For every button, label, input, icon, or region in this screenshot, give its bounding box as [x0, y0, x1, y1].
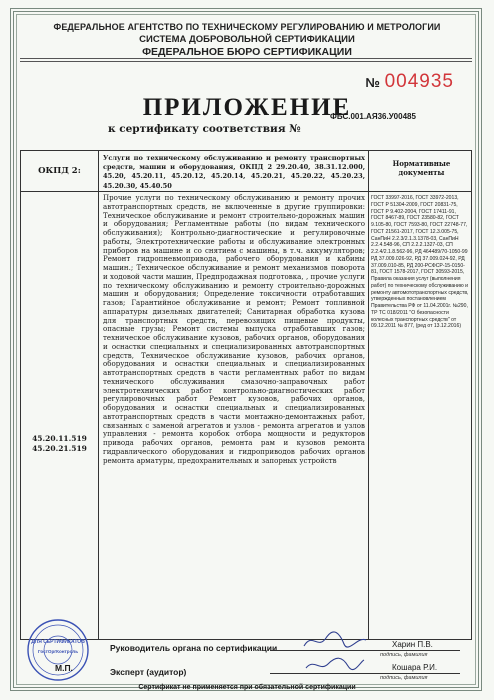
system-heading: СИСТЕМА ДОБРОВОЛЬНОЙ СЕРТИФИКАЦИИ [139, 34, 355, 45]
normative-documents: ГОСТ 33997-2016, ГОСТ 33972-2013, ГОСТ Р 51304-2009, ГОСТ 20831-75, ГОСТ Р 9.402-2004, ГОСТ 17411-91, ГОСТ 8467-89, ГОСТ 23580-82, ГОСТ 9.105-80, ГОСТ 7593-80, ГОСТ 22748-77, ГОСТ 21561-2017, ГОСТ 12.3.005-75, СанПиН 2.2.3/2.1.3.1378-03, СанПиН 2.2.4.548-96, СП 2.2.2.1327-03, СП 2.2.4/2.1.8.562-96, РД 464489/70-1050-99 РД 37.009.026-92, РД 37.009.024-92, РД 37.009.010-85, РД 200-РСФСР-15-0150-81, ГОСТ 1578-2017, ГОСТ 30593-2015, Правила оказания услуг (выполнения работ) по техническому обслуживанию и ремонту автомототранспортных средств, утвержденных постановлением Правительства РФ от 11.04.2001г. №290, ТР ТС 018/2011 "О безопасности колесных транспортных средств" от 09.12.2011 № 877, (ред от 13.12.2016) [371, 195, 469, 330]
certificate-subtitle: к сертификату соответствия № [108, 123, 301, 135]
form-number-value: 004935 [384, 71, 454, 92]
stamp-text-top: ДЛЯ СЕРТИФИКАТОВ [31, 639, 85, 645]
header-divider [20, 58, 472, 59]
services-table [20, 150, 472, 640]
agency-heading: ФЕДЕРАЛЬНОЕ АГЕНТСТВО ПО ТЕХНИЧЕСКОМУ РЕГУЛИРОВАНИЮ И МЕТРОЛОГИИ [53, 22, 441, 32]
header-divider-2 [20, 61, 472, 62]
number-sign: № [365, 75, 380, 90]
certificate-number: ФБС.001.АЯ36.У00485 [330, 112, 416, 121]
okpd-code: 45.20.21.519 [32, 444, 87, 453]
head-signature-label: Руководитель органа по сертификации [110, 643, 278, 653]
page-title: ПРИЛОЖЕНИЕ [142, 94, 352, 121]
form-number [365, 71, 454, 93]
norms-header: Нормативные документы [392, 159, 451, 177]
expert-handwritten-signature [300, 652, 370, 676]
head-name: Харин П.В. [392, 640, 433, 649]
head-handwritten-signature [300, 628, 370, 652]
signature-hint: подпись, фамилия [380, 675, 428, 681]
services-description: Прочие услуги по техническому обслуживанию и ремонту прочих автотранспортных средств, не включенные в другие группировки: Техническое обслуживание и ремонт строительно-дорожных машин и оборудования; Регламентные работы (по видам технического обслуживания); Контрольно-диагностические и регулировочные работы, Электротехнические работы и обслуживание электронных приборов на машине и со снятием с машины, в т.ч. аккумуляторов; Ремонт гидропневмопривода, рабочего оборудования и кабины машин.; Техническое обслуживание и ремонт механизмов поворота и ходовой части машин, Предпродажная подготовка, , прочие услуги по техническому обслуживанию и ремонту строительно-дорожных машин и оборудования; Определение токсичности отработавших газов; Гарантийное обслуживание и ремонт; Ремонт топливной аппаратуры дизельных двигателей; Санитарная обработка кузова для транспортных средств, перевозящих пищевые продукты, опасные грузы; Ремонт системы выпуска отработавших газов; техническое обслуживание кузовов, рабочих органов, оборудования и оснастки специальных и специализированных автотранспортных средств, Техническое обслуживание кузовов, рабочих органов, оборудования и оснастки специальных и специализированных автотранспортных средств в части регламентных работ по видам технического обслуживания смазочно-заправочных работ электротехнических работ контрольно-диагностических работ регулировочных работ Ремонт кузовов, рабочих органов, оборудования и оснастки специальных и специализированных автотранспортных средств в части монтажно-демонтажных работ, связанных с заменой агрегатов и узлов - ремонта агрегатов и узлов управления - ремонта коробок отбора мощности и редукторов привода рабочих органов, ремонта рам и кузовов ремонта гидравлического оборудования и гидроприводов рабочих органов ремонта арматуры, предохранительных и запорных устройств [103, 193, 365, 465]
bureau-heading: ФЕДЕРАЛЬНОЕ БЮРО СЕРТИФИКАЦИИ [142, 46, 352, 58]
signature-hint: подпись, фамилия [380, 652, 428, 658]
table-column-divider [98, 151, 99, 639]
okpd-header: ОКПД 2: [38, 166, 81, 176]
expert-signature-label: Эксперт (аудитор) [110, 667, 187, 677]
stamp-text-mid: ГостОргКонтроль [37, 649, 79, 654]
footer-note: Сертификат не применяется при обязательной сертификации [138, 684, 356, 691]
table-column-divider [368, 151, 369, 639]
services-header: Услуги по техническому обслуживанию и ремонту транспортных средств, машин и оборудования, ОКПД 2 29.20.40, 38.31.12.000, 45.20, 45.20.11, 45.20.12, 45.20.14, 45.20.21, 45.20.22, 45.20.23, 45.20.30, 45.40.50 [103, 154, 365, 190]
expert-name: Кошара Р.И. [392, 663, 438, 672]
okpd-code: 45.20.11.519 [32, 434, 87, 443]
table-header-divider [21, 191, 471, 192]
okpd-codes [21, 434, 98, 454]
stamp-place-label: М.П. [55, 663, 73, 673]
